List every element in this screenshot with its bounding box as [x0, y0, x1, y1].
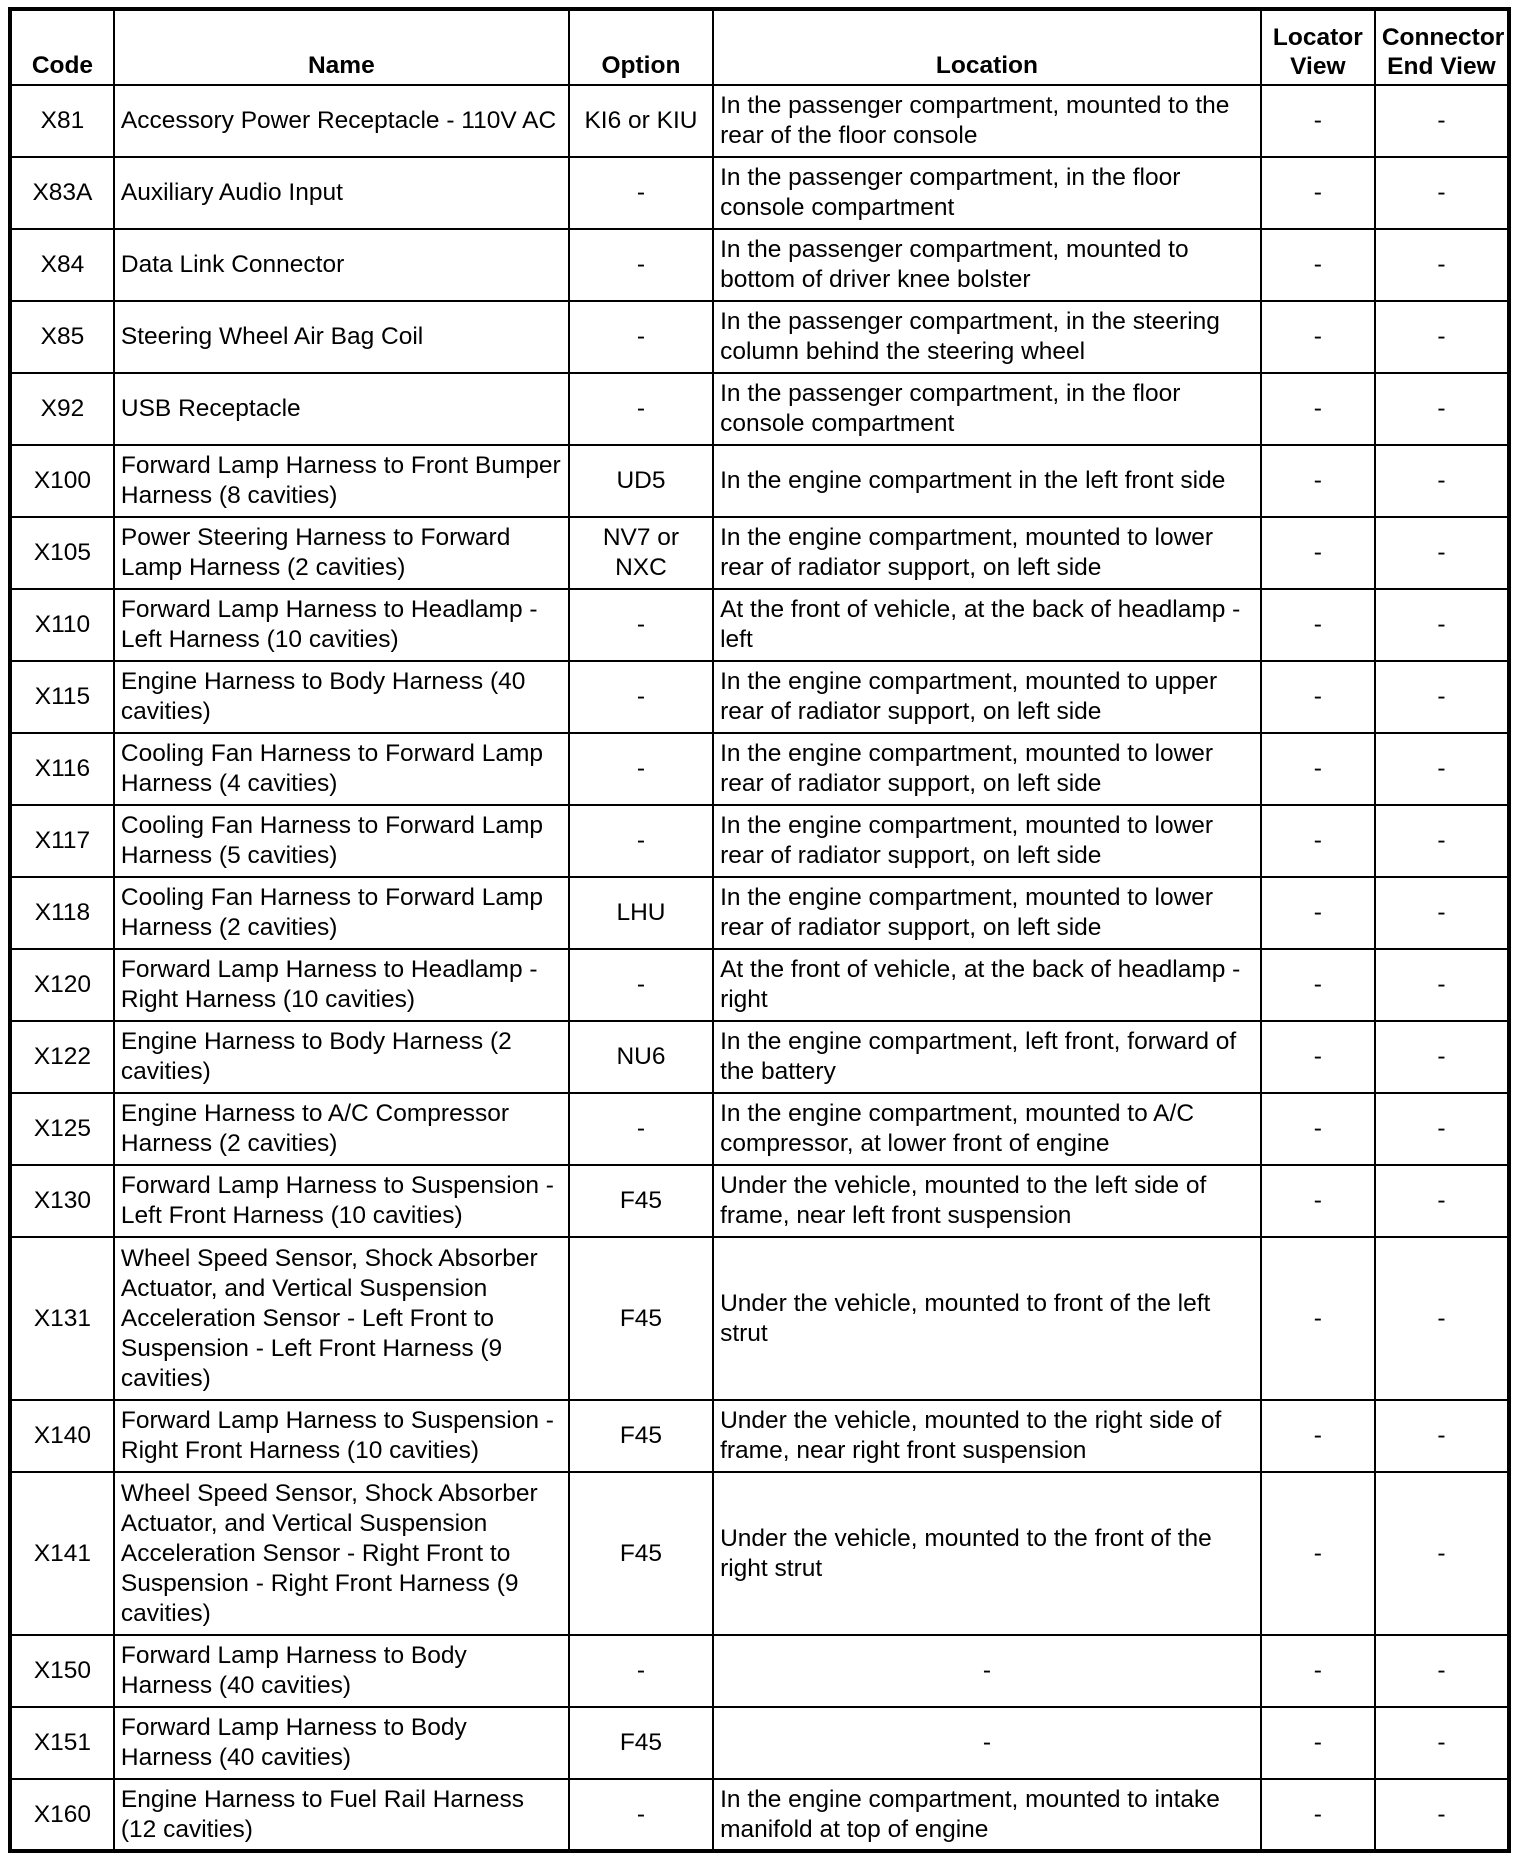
cell-location: Under the vehicle, mounted to the left side of frame, near left front suspension [713, 1165, 1261, 1237]
cell-code: X92 [10, 373, 114, 445]
cell-connector-end-view: - [1375, 1093, 1509, 1165]
cell-connector-end-view: - [1375, 1237, 1509, 1400]
cell-name: Wheel Speed Sensor, Shock Absorber Actuator, and Vertical Suspension Acceleration Sensor - Right Front to Suspension - Right Front Harness (9 cavities) [114, 1472, 569, 1635]
cell-code: X118 [10, 877, 114, 949]
cell-connector-end-view: - [1375, 1635, 1509, 1707]
cell-code: X131 [10, 1237, 114, 1400]
cell-option: F45 [569, 1400, 713, 1472]
cell-code: X141 [10, 1472, 114, 1635]
cell-connector-end-view: - [1375, 661, 1509, 733]
cell-name: Engine Harness to Fuel Rail Harness (12 cavities) [114, 1779, 569, 1851]
cell-option: - [569, 1093, 713, 1165]
cell-connector-end-view: - [1375, 1472, 1509, 1635]
cell-connector-end-view: - [1375, 949, 1509, 1021]
cell-option: - [569, 661, 713, 733]
cell-locator-view: - [1261, 85, 1375, 157]
table-row [10, 805, 1509, 877]
cell-location: In the engine compartment, mounted to intake manifold at top of engine [713, 1779, 1261, 1851]
cell-connector-end-view: - [1375, 157, 1509, 229]
cell-name: Forward Lamp Harness to Headlamp - Right Harness (10 cavities) [114, 949, 569, 1021]
cell-connector-end-view: - [1375, 373, 1509, 445]
cell-code: X85 [10, 301, 114, 373]
cell-connector-end-view: - [1375, 301, 1509, 373]
cell-name: Forward Lamp Harness to Suspension - Right Front Harness (10 cavities) [114, 1400, 569, 1472]
table-row [10, 1237, 1509, 1400]
cell-location: - [713, 1635, 1261, 1707]
cell-location: In the engine compartment, mounted to lower rear of radiator support, on left side [713, 733, 1261, 805]
table-row [10, 301, 1509, 373]
cell-connector-end-view: - [1375, 85, 1509, 157]
cell-code: X117 [10, 805, 114, 877]
cell-connector-end-view: - [1375, 517, 1509, 589]
cell-location: In the passenger compartment, mounted to the rear of the floor console [713, 85, 1261, 157]
table-row [10, 1779, 1509, 1851]
cell-location: In the engine compartment, mounted to lower rear of radiator support, on left side [713, 517, 1261, 589]
cell-locator-view: - [1261, 1093, 1375, 1165]
table-row [10, 1635, 1509, 1707]
cell-option: - [569, 589, 713, 661]
cell-location: In the engine compartment, mounted to lower rear of radiator support, on left side [713, 805, 1261, 877]
cell-code: X110 [10, 589, 114, 661]
cell-option: - [569, 229, 713, 301]
cell-code: X125 [10, 1093, 114, 1165]
cell-locator-view: - [1261, 445, 1375, 517]
cell-code: X100 [10, 445, 114, 517]
cell-name: Forward Lamp Harness to Suspension - Left Front Harness (10 cavities) [114, 1165, 569, 1237]
cell-locator-view: - [1261, 805, 1375, 877]
cell-connector-end-view: - [1375, 1021, 1509, 1093]
header-locator-view: Locator View [1261, 9, 1375, 85]
header-row [10, 9, 1509, 85]
cell-option: - [569, 157, 713, 229]
table-row [10, 1707, 1509, 1779]
cell-name: Engine Harness to A/C Compressor Harness (2 cavities) [114, 1093, 569, 1165]
cell-locator-view: - [1261, 589, 1375, 661]
table-row [10, 733, 1509, 805]
table-row [10, 1400, 1509, 1472]
cell-locator-view: - [1261, 229, 1375, 301]
cell-option: - [569, 1779, 713, 1851]
cell-locator-view: - [1261, 1707, 1375, 1779]
cell-name: Accessory Power Receptacle - 110V AC [114, 85, 569, 157]
cell-location: In the engine compartment in the left front side [713, 445, 1261, 517]
table-row [10, 1021, 1509, 1093]
table-row [10, 877, 1509, 949]
cell-name: Forward Lamp Harness to Body Harness (40 cavities) [114, 1707, 569, 1779]
cell-option: - [569, 1635, 713, 1707]
table-row [10, 85, 1509, 157]
cell-code: X151 [10, 1707, 114, 1779]
cell-name: Forward Lamp Harness to Headlamp - Left Harness (10 cavities) [114, 589, 569, 661]
cell-locator-view: - [1261, 517, 1375, 589]
cell-connector-end-view: - [1375, 805, 1509, 877]
header-location: Location [713, 9, 1261, 85]
cell-option: F45 [569, 1165, 713, 1237]
cell-location: Under the vehicle, mounted to the right side of frame, near right front suspension [713, 1400, 1261, 1472]
cell-code: X160 [10, 1779, 114, 1851]
cell-connector-end-view: - [1375, 1779, 1509, 1851]
cell-option: F45 [569, 1237, 713, 1400]
cell-name: Wheel Speed Sensor, Shock Absorber Actuator, and Vertical Suspension Acceleration Sensor - Left Front to Suspension - Left Front Harness (9 cavities) [114, 1237, 569, 1400]
cell-code: X120 [10, 949, 114, 1021]
cell-code: X105 [10, 517, 114, 589]
cell-locator-view: - [1261, 1165, 1375, 1237]
cell-location: At the front of vehicle, at the back of headlamp - left [713, 589, 1261, 661]
cell-option: - [569, 949, 713, 1021]
cell-location: In the passenger compartment, mounted to bottom of driver knee bolster [713, 229, 1261, 301]
table-row [10, 1093, 1509, 1165]
cell-locator-view: - [1261, 301, 1375, 373]
table-row [10, 229, 1509, 301]
cell-location: In the engine compartment, left front, forward of the battery [713, 1021, 1261, 1093]
header-option: Option [569, 9, 713, 85]
cell-location: In the engine compartment, mounted to A/C compressor, at lower front of engine [713, 1093, 1261, 1165]
cell-location: At the front of vehicle, at the back of headlamp - right [713, 949, 1261, 1021]
table-row [10, 517, 1509, 589]
cell-location: In the passenger compartment, in the floor console compartment [713, 373, 1261, 445]
cell-location: In the engine compartment, mounted to upper rear of radiator support, on left side [713, 661, 1261, 733]
cell-location: Under the vehicle, mounted to front of the left strut [713, 1237, 1261, 1400]
table-row [10, 949, 1509, 1021]
cell-connector-end-view: - [1375, 589, 1509, 661]
cell-code: X150 [10, 1635, 114, 1707]
cell-code: X81 [10, 85, 114, 157]
table-row [10, 1165, 1509, 1237]
cell-locator-view: - [1261, 661, 1375, 733]
cell-connector-end-view: - [1375, 1165, 1509, 1237]
cell-option: - [569, 373, 713, 445]
table-body [10, 85, 1509, 1851]
cell-locator-view: - [1261, 877, 1375, 949]
cell-option: - [569, 733, 713, 805]
cell-code: X116 [10, 733, 114, 805]
cell-name: Forward Lamp Harness to Body Harness (40 cavities) [114, 1635, 569, 1707]
cell-locator-view: - [1261, 1635, 1375, 1707]
cell-name: Forward Lamp Harness to Front Bumper Harness (8 cavities) [114, 445, 569, 517]
cell-name: Steering Wheel Air Bag Coil [114, 301, 569, 373]
cell-option: NV7 or NXC [569, 517, 713, 589]
cell-name: Cooling Fan Harness to Forward Lamp Harness (4 cavities) [114, 733, 569, 805]
cell-name: Data Link Connector [114, 229, 569, 301]
table-row [10, 589, 1509, 661]
cell-option: F45 [569, 1707, 713, 1779]
cell-locator-view: - [1261, 733, 1375, 805]
cell-name: Engine Harness to Body Harness (40 cavities) [114, 661, 569, 733]
cell-location: In the passenger compartment, in the steering column behind the steering wheel [713, 301, 1261, 373]
cell-locator-view: - [1261, 1472, 1375, 1635]
cell-option: F45 [569, 1472, 713, 1635]
header-code: Code [10, 9, 114, 85]
cell-location: Under the vehicle, mounted to the front of the right strut [713, 1472, 1261, 1635]
cell-option: NU6 [569, 1021, 713, 1093]
cell-name: USB Receptacle [114, 373, 569, 445]
cell-connector-end-view: - [1375, 877, 1509, 949]
cell-name: Cooling Fan Harness to Forward Lamp Harness (2 cavities) [114, 877, 569, 949]
cell-code: X140 [10, 1400, 114, 1472]
cell-locator-view: - [1261, 373, 1375, 445]
table-row [10, 1472, 1509, 1635]
cell-connector-end-view: - [1375, 229, 1509, 301]
table-header [10, 9, 1509, 85]
cell-name: Engine Harness to Body Harness (2 cavities) [114, 1021, 569, 1093]
cell-code: X130 [10, 1165, 114, 1237]
cell-name: Auxiliary Audio Input [114, 157, 569, 229]
table-row [10, 373, 1509, 445]
cell-locator-view: - [1261, 1021, 1375, 1093]
cell-name: Power Steering Harness to Forward Lamp Harness (2 cavities) [114, 517, 569, 589]
cell-code: X84 [10, 229, 114, 301]
table-row [10, 157, 1509, 229]
table-row [10, 445, 1509, 517]
cell-location: In the passenger compartment, in the floor console compartment [713, 157, 1261, 229]
cell-option: LHU [569, 877, 713, 949]
cell-locator-view: - [1261, 949, 1375, 1021]
table-row [10, 661, 1509, 733]
cell-option: KI6 or KIU [569, 85, 713, 157]
connector-table [8, 7, 1511, 1853]
cell-location: In the engine compartment, mounted to lower rear of radiator support, on left side [713, 877, 1261, 949]
cell-locator-view: - [1261, 1400, 1375, 1472]
header-name: Name [114, 9, 569, 85]
cell-locator-view: - [1261, 1237, 1375, 1400]
cell-connector-end-view: - [1375, 733, 1509, 805]
cell-option: - [569, 805, 713, 877]
cell-code: X115 [10, 661, 114, 733]
cell-location: - [713, 1707, 1261, 1779]
cell-option: UD5 [569, 445, 713, 517]
cell-locator-view: - [1261, 157, 1375, 229]
cell-code: X83A [10, 157, 114, 229]
cell-name: Cooling Fan Harness to Forward Lamp Harness (5 cavities) [114, 805, 569, 877]
cell-connector-end-view: - [1375, 1707, 1509, 1779]
cell-connector-end-view: - [1375, 445, 1509, 517]
cell-connector-end-view: - [1375, 1400, 1509, 1472]
cell-locator-view: - [1261, 1779, 1375, 1851]
cell-option: - [569, 301, 713, 373]
header-connector-end-view: Connector End View [1375, 9, 1509, 85]
cell-code: X122 [10, 1021, 114, 1093]
